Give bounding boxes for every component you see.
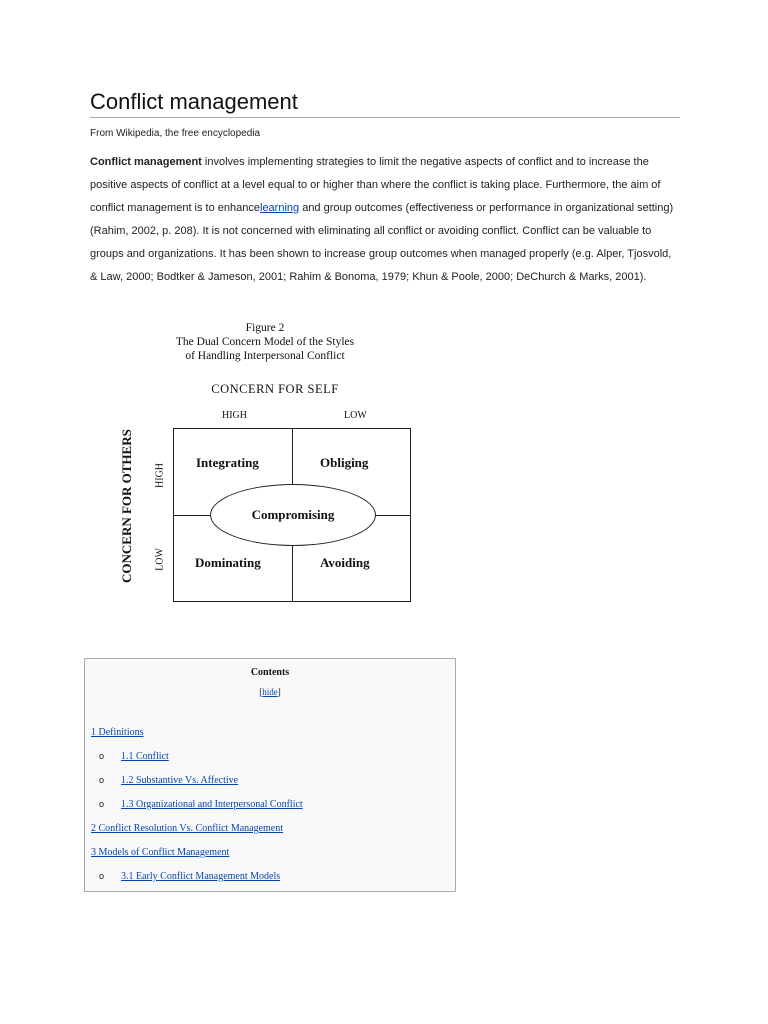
- toc-hide-bracket-close: ]: [277, 687, 281, 697]
- self-low-label: LOW: [344, 410, 367, 421]
- toc-bullet: o: [99, 799, 105, 809]
- toc-bullet: o: [99, 751, 105, 761]
- toc-item-definitions[interactable]: 1 Definitions: [91, 727, 144, 738]
- intro-bold-term: Conflict management: [90, 156, 202, 168]
- intro-text-part1: involves implementing strategies to limit the negative aspects of conflict and to increase the positive aspects of conflict at a level equal to or higher than where the conflict is taking place. Furthermore, the aim of conflict management is to enhance: [90, 156, 661, 214]
- obliging-cell: Obliging: [320, 455, 369, 470]
- styles-grid: [173, 428, 411, 602]
- dual-concern-figure: [110, 318, 430, 618]
- grid-horizontal-divider-right: [374, 515, 410, 516]
- toc-hide-toggle: [85, 687, 455, 697]
- tagline: From Wikipedia, the free encyclopedia: [90, 128, 261, 139]
- figure-caption-line2: The Dual Concern Model of the Styles: [175, 336, 355, 348]
- toc-item-models[interactable]: 3 Models of Conflict Management: [91, 847, 230, 858]
- others-low-label: LOW: [154, 548, 166, 571]
- toc-item-early-models[interactable]: 3.1 Early Conflict Management Models: [121, 871, 281, 882]
- learning-link[interactable]: learning: [260, 202, 300, 214]
- figure-caption: [140, 321, 390, 363]
- intro-text-part2: and group outcomes (effectiveness or performance in organizational setting) (Rahim, 2002, p. 208). It is not concerned with eliminating all conflict or avoiding conflict. Conflict can be valuable to groups and organizations. It has been shown to increase group outcomes when managed properly (e.g. Alper, Tjosvold, & Law, 2000; Bodtker & Jameson, 2001; Rahim & Bonoma, 1979; Khun & Poole, 2000; DeChurch & Marks, 2001).: [90, 202, 674, 283]
- toc-bullet: o: [99, 775, 105, 785]
- table-of-contents: [84, 658, 456, 892]
- others-high-label: HIGH: [154, 463, 166, 488]
- toc-item-substantive[interactable]: 1.2 Substantive Vs. Affective: [121, 775, 239, 786]
- dominating-cell: Dominating: [195, 555, 261, 570]
- intro-paragraph: [90, 151, 675, 289]
- toc-bullet: o: [99, 871, 105, 881]
- figure-caption-number: Figure 2: [245, 322, 285, 334]
- page-title: Conflict management: [90, 89, 680, 118]
- compromising-ellipse: Compromising: [210, 484, 376, 546]
- integrating-cell: Integrating: [196, 455, 259, 470]
- toc-item-organizational[interactable]: 1.3 Organizational and Interpersonal Conflict: [121, 799, 303, 810]
- toc-title: Contents: [250, 667, 290, 678]
- toc-hide-link[interactable]: hide: [262, 687, 278, 697]
- figure-caption-line3: of Handling Interpersonal Conflict: [185, 350, 345, 362]
- self-high-label: HIGH: [222, 410, 247, 421]
- concern-for-self-label: CONCERN FOR SELF: [211, 382, 339, 396]
- avoiding-cell: Avoiding: [320, 555, 370, 570]
- grid-horizontal-divider-left: [174, 515, 212, 516]
- toc-hide-bracket-open: [: [259, 687, 263, 697]
- toc-item-conflict[interactable]: 1.1 Conflict: [121, 751, 169, 762]
- concern-for-others-label: CONCERN FOR OTHERS: [119, 429, 134, 583]
- toc-item-resolution[interactable]: 2 Conflict Resolution Vs. Conflict Management: [91, 823, 284, 834]
